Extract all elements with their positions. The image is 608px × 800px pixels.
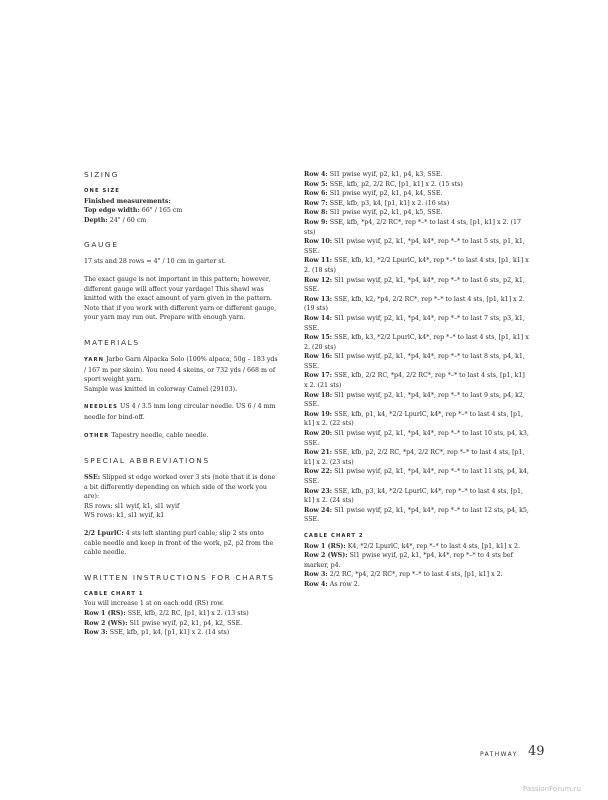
row-text: SSE, kfb, p2, 2/2 RC, *p4, 2/2 RC*, rep *–* to last 4 sts, [p1, k1] x 2. (23 sts): [304, 449, 525, 466]
row-label: Row 9:: [304, 218, 328, 226]
gauge-heading: GAUGE: [84, 240, 119, 250]
chart-row: [304, 570, 529, 580]
chart-row: [304, 448, 529, 467]
row-label: Row 20:: [304, 430, 333, 438]
depth-label: Depth:: [84, 216, 108, 224]
row-text: Sl1 pwise wyif, p2, k1, p4, k5, SSE.: [327, 209, 443, 217]
row-label: Row 5:: [304, 180, 328, 188]
chart-row: [304, 295, 529, 314]
chart-row: [304, 551, 529, 570]
row-label: Row 2 (WS):: [304, 552, 348, 560]
row-text: Sl1 pwise wyif, p2, k1, *p4, k4*, rep *–* to 4 sts bef marker, p4.: [304, 552, 513, 569]
finished-measurements-label: Finished measurements:: [84, 197, 171, 205]
chart-row: [304, 391, 529, 410]
row-label: Row 1 (RS):: [304, 542, 346, 550]
chart-row: [304, 487, 529, 506]
yarn-label: YARN: [84, 356, 105, 363]
row-text: SSE, kfb, 2/2 RC, *p4, 2/2 RC*, rep *–* to last 4 sts, [p1, k1] x 2. (21 sts): [304, 372, 525, 390]
chart-row: [304, 189, 529, 199]
chart-row: [84, 609, 279, 619]
chart-row: [304, 542, 529, 552]
other-label: OTHER: [84, 432, 110, 439]
row-text: Sl1 pwise wyif, p2, k1, *p4, k4*, rep *–* to last 9 sts, p4, k2, SSE.: [304, 391, 525, 409]
chart-row: [304, 218, 529, 237]
row-text: 2/2 RC, *p4, 2/2 RC*, rep *–* to last 4 sts, [p1, k1] x 2.: [327, 571, 503, 579]
row-label: Row 12:: [304, 276, 333, 284]
row-label: Row 1 (RS):: [84, 610, 126, 618]
chart-row: [304, 410, 529, 429]
yarn-text: [84, 355, 279, 385]
row-label: Row 15:: [304, 334, 333, 342]
sizing-heading: SIZING: [84, 170, 119, 179]
row-text: SSE, kfb, *p4, 2/2 RC*, rep *–* to last 4 sts, [p1, k1] x 2. (17 sts): [304, 218, 521, 236]
row-text: Sl1 pwise wyif, p2, k1, p4, k4, SSE.: [327, 190, 443, 198]
needles-label: NEEDLES: [84, 404, 119, 411]
row-text: Sl1 pwise wyif, p2, k1, *p4, k4*, rep *–* to last 11 sts, p4, k4, SSE.: [304, 468, 529, 485]
cable-chart-1-rows-right: [304, 170, 529, 525]
row-text: Sl1 pwise wyif, p2, k1, *p4, k4*, rep *–* to last 5 sts, p1, k1, SSE.: [304, 238, 525, 255]
row-text: Sl1 pwise wyif, p2, k1, p4, k3, SSE.: [327, 171, 443, 178]
chart-row: [304, 208, 529, 218]
ws-rows: WS rows: k1, sl1 wyif, k1: [84, 512, 165, 520]
chart-row: [84, 628, 279, 638]
row-label: Row 14:: [304, 314, 333, 322]
row-text: K4, *2/2 LpurlC, k4*, rep *–* to last 4 sts, [p1, k1] x 2.: [345, 542, 520, 550]
row-label: Row 3:: [84, 629, 108, 637]
row-text: SSE, kfb, 2/2 RC, [p1, k1] x 2. (13 sts): [125, 610, 249, 618]
row-text: Sl1 pwise wyif, p2, k1, *p4, k4*, rep *–* to last 12 sts, p4, k5, SSE.: [304, 506, 529, 524]
row-label: Row 8:: [304, 209, 328, 217]
row-text: SSE, kfb, k1, *2/2 LpurlC, k4*, rep *–* to last 4 sts, [p1, k1] x 2. (18 sts): [304, 257, 529, 274]
top-edge-value: 66" / 165 cm: [139, 207, 183, 215]
row-label: Row 4:: [304, 580, 328, 588]
chart-row: [304, 256, 529, 275]
cable-chart-2-rows: [304, 542, 529, 590]
gauge-line: 17 sts and 28 rows = 4" / 10 cm in garter st.: [84, 258, 227, 266]
row-text: Sl1 pwise wyif, p2, k1, p4, k2, SSE.: [127, 619, 243, 627]
row-text: Sl1 pwise wyif, p2, k1, *p4, k4*, rep *–* to last 6 sts, p2, k1, SSE.: [304, 276, 525, 294]
depth-line: [84, 216, 279, 226]
chart-row: [304, 180, 529, 190]
row-label: Row 4:: [304, 171, 328, 178]
row-label: Row 19:: [304, 410, 333, 418]
chart-row: [304, 170, 529, 180]
other-text: [84, 431, 279, 442]
cable-chart-1-label: CABLE CHART 1: [84, 590, 144, 597]
row-label: Row 24:: [304, 506, 333, 514]
materials-heading: MATERIALS: [84, 337, 140, 347]
row-label: Row 21:: [304, 449, 333, 457]
row-text: As row 2.: [327, 580, 360, 588]
top-edge-line: [84, 206, 279, 216]
row-label: Row 22:: [304, 468, 333, 476]
gauge-paragraph: The exact gauge is not important in this pattern; however, different gauge will affect your yardage! This shawl was knitted with the exact amount of yarn given in the pattern. Note that if you work with different yarn or different gauge, your yarn may run out. Prepare with enough yarn.: [84, 275, 277, 322]
row-text: SSE, kfb, k3, *2/2 LpurlC, k4*, rep *–* to last 4 sts, [p1, k1] x 2. (20 sts): [304, 334, 529, 351]
needles-text: [84, 402, 279, 422]
sse-text: Slipped st edge worked over 3 sts (note that it is done a bit differently depending on which side of the work you are):: [84, 474, 276, 501]
lpurl-label: 2/2 LpurlC:: [84, 530, 124, 538]
row-label: Row 23:: [304, 487, 333, 495]
magazine-section-label: PATHWAY: [480, 751, 518, 758]
lpurl-definition: [84, 529, 279, 558]
chart-row: [304, 580, 529, 590]
cable-chart-1-rows-left: [84, 609, 279, 638]
row-label: Row 11:: [304, 257, 333, 265]
depth-value: 24" / 60 cm: [107, 216, 147, 224]
chart-row: [304, 506, 529, 525]
page-number: 49: [528, 744, 545, 759]
sse-definition: [84, 473, 279, 502]
needles-description: US 4 / 3.5 mm long circular needle. US 6 / 4 mm needle for bind-off.: [84, 403, 276, 421]
cable-chart-2-label: CABLE CHART 2: [304, 532, 364, 539]
written-instructions-heading: WRITTEN INSTRUCTIONS FOR CHARTS: [84, 572, 275, 582]
chart-row: [304, 429, 529, 448]
other-description: Tapestry needle, cable needle.: [109, 431, 209, 439]
yarn-sample: Sample was knitted in colorway Camel (29103).: [84, 385, 238, 393]
one-size-label: ONE SIZE: [84, 188, 120, 194]
row-label: Row 13:: [304, 295, 333, 303]
row-text: SSE, kfb, p3, k4, [p1, k1] x 2. (16 sts): [327, 199, 450, 207]
watermark: PassionForum.ru: [523, 785, 581, 793]
row-label: Row 10:: [304, 238, 333, 246]
row-text: SSE, kfb, k2, *p4, 2/2 RC*, rep *–* to last 4 sts, [p1, k1] x 2. (19 sts): [304, 295, 525, 313]
row-label: Row 2 (WS):: [84, 619, 128, 627]
chart-row: [304, 276, 529, 295]
row-text: SSE, kfb, p2, 2/2 RC, [p1, k1] x 2. (15 sts): [327, 180, 463, 188]
row-text: SSE, kfb, p1, k4, [p1, k1] x 2. (14 sts): [107, 629, 230, 637]
chart-row: [304, 352, 529, 371]
yarn-description: Jarbo Garn Alpacka Solo (100% alpaca, 50g – 183 yds / 167 m per skein). You need 4 skeins, or 732 yds / 668 m of sport weight yarn.: [84, 355, 278, 384]
chart-row: [304, 314, 529, 333]
right-column: [304, 170, 529, 590]
chart-row: [304, 371, 529, 390]
row-text: SSE, kfb, p3, k4, *2/2 LpurlC, k4*, rep *–* to last 4 sts, [p1, k1] x 2. (24 sts): [304, 487, 524, 505]
top-edge-label: Top edge width:: [84, 207, 140, 215]
left-column: [84, 170, 279, 638]
chart-row: [304, 237, 529, 256]
row-label: Row 17:: [304, 372, 333, 380]
lpurl-text: 4 sts left slanting purl cable; slip 2 sts onto cable needle and keep in front of the work, p2, p2 from the cable needle.: [84, 530, 274, 557]
row-text: Sl1 pwise wyif, p2, k1, *p4, k4*, rep *–* to last 7 sts, p3, k1, SSE.: [304, 314, 525, 332]
row-text: Sl1 pwise wyif, p2, k1, *p4, k4*, rep *–* to last 8 sts, p4, k1, SSE.: [304, 353, 525, 370]
abbreviations-heading: SPECIAL ABBREVIATIONS: [84, 456, 210, 466]
chart-row: [304, 467, 529, 486]
row-label: Row 18:: [304, 391, 333, 399]
row-label: Row 3:: [304, 571, 328, 579]
sse-label: SSE:: [84, 474, 101, 482]
cable-chart-1-intro: You will increase 1 st on each odd (RS) row.: [84, 600, 224, 608]
row-text: SSE, kfb, p1, k4, *2/2 LpurlC, k4*, rep *–* to last 4 sts, [p1, k1] x 2. (22 sts): [304, 410, 524, 428]
chart-row: [84, 619, 279, 629]
rs-rows: RS rows: sl1 wyif, k1, sl1 wyif: [84, 502, 180, 510]
row-label: Row 7:: [304, 199, 328, 207]
row-label: Row 16:: [304, 353, 333, 361]
row-label: Row 6:: [304, 190, 328, 198]
row-text: Sl1 pwise wyif, p2, k1, *p4, k4*, rep *–* to last 10 sts, p4, k3, SSE.: [304, 430, 529, 447]
chart-row: [304, 333, 529, 352]
chart-row: [304, 199, 529, 209]
